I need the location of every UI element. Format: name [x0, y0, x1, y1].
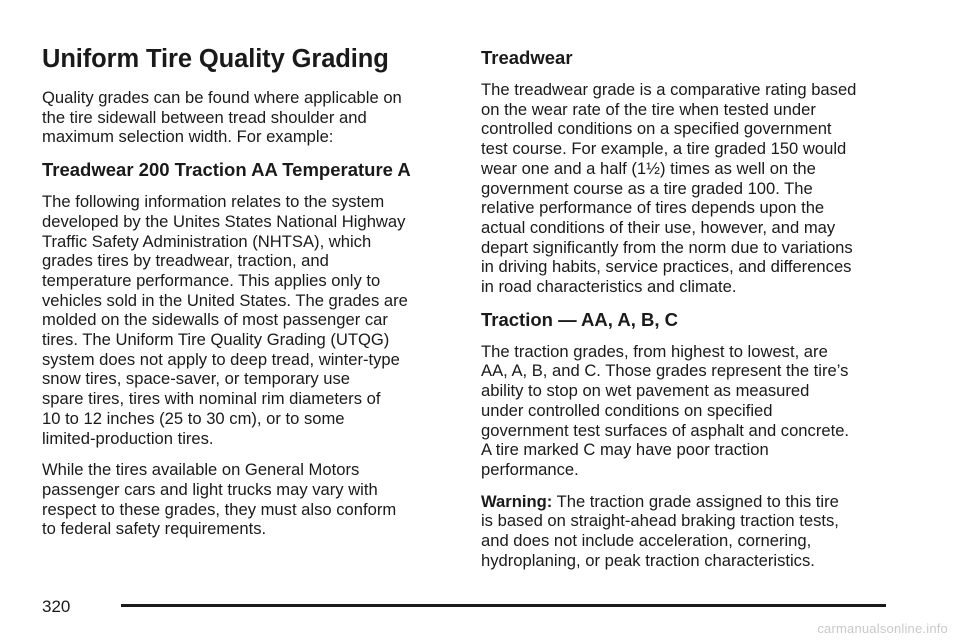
page-title: Uniform Tire Quality Grading	[42, 45, 389, 73]
watermark: carmanualsonline.info	[817, 621, 948, 636]
warning-text: The traction grade assigned to this tire is based on straight-ahead braking traction tests, and does not include acceleration, cornering, hydroplaning, or peak traction characteristics.	[481, 491, 839, 570]
treadwear-paragraph: The treadwear grade is a comparative rating based on the wear rate of the tire when tested under controlled conditions on a specified government test course. For example, a tire graded 150 would wear one and a half (1½) times as well on the government course as a tire graded 100. The relative performance of tires depends upon the actual conditions of their use, however, and may depart significantly from the norm due to variations in driving habits, service practices, and differences in road characteristics and climate.	[481, 80, 857, 297]
example-heading: Treadwear 200 Traction AA Temperature A	[42, 159, 411, 181]
nhtsa-paragraph: The following information relates to the system developed by the Unites States National Highway Traffic Safety Administration (NHTSA), which grades tires by treadwear, traction, and temperature performance. This applies only to vehicles sold in the United States. The grades are molded on the sidewalls of most passenger car tires. The Uniform Tire Quality Grading (UTQG) system does not apply to deep tread, winter-type snow tires, space-saver, or temporary use spare tires, tires with nominal rim diameters of 10 to 12 inches (25 to 30 cm), or to some limited-production tires.	[42, 192, 408, 448]
traction-paragraph: The traction grades, from highest to lowest, are AA, A, B, and C. Those grades represent the tire’s ability to stop on wet pavement as measured under controlled conditions on specified government test surfaces of asphalt and concrete. A tire marked C may have poor traction performance.	[481, 341, 850, 479]
warning-paragraph	[481, 492, 901, 571]
traction-heading: Traction — AA, A, B, C	[481, 308, 679, 330]
intro-paragraph: Quality grades can be found where applicable on the tire sidewall between tread shoulder and maximum selection width. For example:	[42, 88, 402, 147]
left-column	[42, 44, 452, 551]
page-number: 320	[42, 597, 71, 616]
warning-label: Warning:	[481, 491, 553, 511]
gm-tires-paragraph: While the tires available on General Motors passenger cars and light trucks may vary with respect to these grades, they must also conform to federal safety requirements.	[42, 460, 397, 539]
right-column	[481, 44, 901, 582]
page-footer	[42, 596, 886, 620]
footer-rule	[121, 604, 886, 607]
treadwear-heading: Treadwear	[481, 47, 573, 68]
